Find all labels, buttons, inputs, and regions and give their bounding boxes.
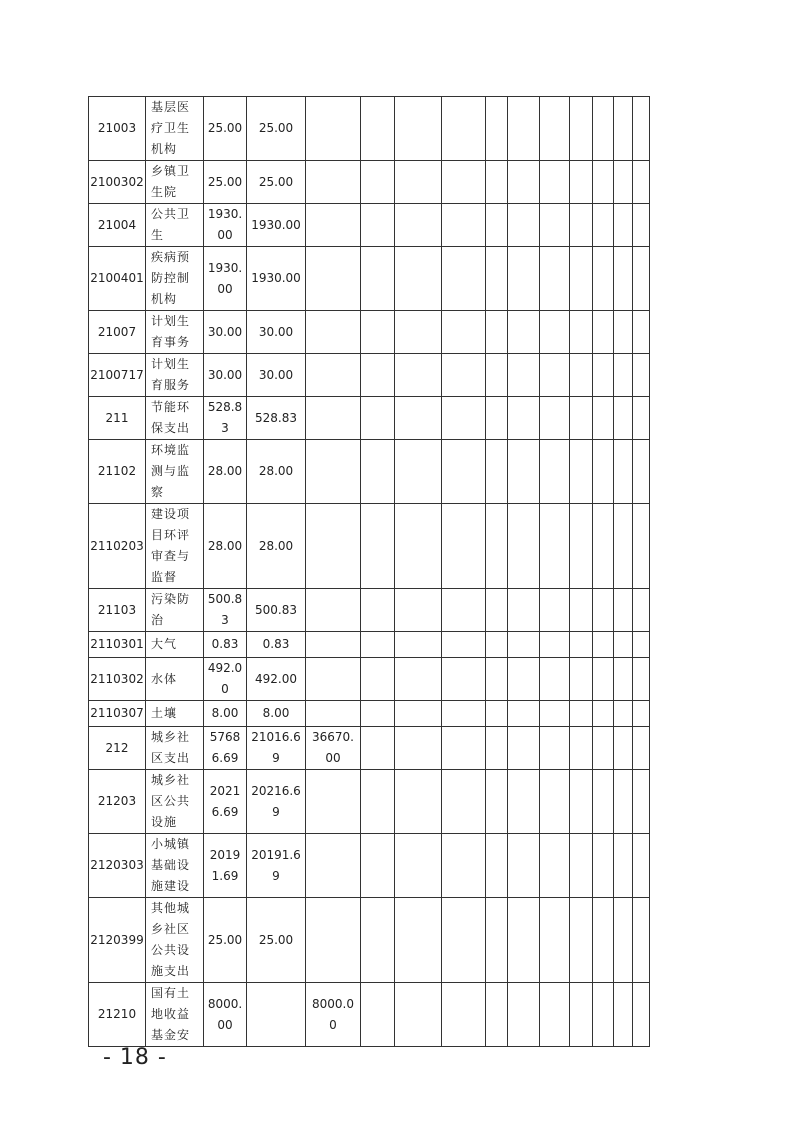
amount-cell — [306, 97, 361, 161]
empty-cell — [486, 632, 508, 658]
amount-cell — [306, 834, 361, 898]
empty-cell — [540, 311, 570, 354]
amount-cell: 492.00 — [247, 658, 306, 701]
empty-cell — [361, 658, 395, 701]
empty-cell — [508, 770, 540, 834]
empty-cell — [540, 727, 570, 770]
empty-cell — [486, 397, 508, 440]
empty-cell — [395, 632, 442, 658]
empty-cell — [570, 632, 593, 658]
empty-cell — [442, 898, 486, 983]
amount-cell: 1930.00 — [247, 247, 306, 311]
empty-cell — [442, 311, 486, 354]
name-cell: 基层医疗卫生机构 — [146, 97, 204, 161]
empty-cell — [442, 727, 486, 770]
table-row — [89, 701, 650, 727]
amount-cell: 8000.00 — [306, 983, 361, 1047]
empty-cell — [361, 204, 395, 247]
empty-cell — [508, 589, 540, 632]
amount-cell: 20216.69 — [247, 770, 306, 834]
empty-cell — [593, 834, 614, 898]
amount-cell: 36670.00 — [306, 727, 361, 770]
name-cell: 环境监测与监察 — [146, 440, 204, 504]
code-cell: 212 — [89, 727, 146, 770]
empty-cell — [508, 658, 540, 701]
empty-cell — [593, 727, 614, 770]
empty-cell — [633, 97, 650, 161]
empty-cell — [593, 504, 614, 589]
empty-cell — [395, 397, 442, 440]
empty-cell — [508, 983, 540, 1047]
empty-cell — [570, 204, 593, 247]
table-row — [89, 658, 650, 701]
empty-cell — [442, 247, 486, 311]
empty-cell — [361, 983, 395, 1047]
name-cell: 计划生育事务 — [146, 311, 204, 354]
amount-cell — [306, 161, 361, 204]
total-cell: 25.00 — [204, 898, 247, 983]
empty-cell — [570, 727, 593, 770]
total-cell: 528.83 — [204, 397, 247, 440]
empty-cell — [570, 589, 593, 632]
amount-cell — [306, 504, 361, 589]
empty-cell — [395, 898, 442, 983]
empty-cell — [442, 701, 486, 727]
empty-cell — [593, 311, 614, 354]
amount-cell: 25.00 — [247, 97, 306, 161]
empty-cell — [614, 440, 633, 504]
empty-cell — [442, 658, 486, 701]
empty-cell — [442, 983, 486, 1047]
empty-cell — [540, 589, 570, 632]
empty-cell — [395, 504, 442, 589]
table-row — [89, 161, 650, 204]
empty-cell — [570, 898, 593, 983]
code-cell: 2100717 — [89, 354, 146, 397]
empty-cell — [395, 311, 442, 354]
empty-cell — [486, 727, 508, 770]
table-row — [89, 632, 650, 658]
amount-cell — [306, 898, 361, 983]
amount-cell: 0.83 — [247, 632, 306, 658]
code-cell: 2110302 — [89, 658, 146, 701]
empty-cell — [570, 161, 593, 204]
code-cell: 2100401 — [89, 247, 146, 311]
empty-cell — [614, 311, 633, 354]
empty-cell — [570, 311, 593, 354]
empty-cell — [633, 727, 650, 770]
empty-cell — [508, 727, 540, 770]
total-cell: 30.00 — [204, 311, 247, 354]
amount-cell: 528.83 — [247, 397, 306, 440]
empty-cell — [508, 161, 540, 204]
empty-cell — [486, 440, 508, 504]
empty-cell — [614, 770, 633, 834]
total-cell: 1930.00 — [204, 204, 247, 247]
table-row — [89, 504, 650, 589]
name-cell: 大气 — [146, 632, 204, 658]
table-row — [89, 204, 650, 247]
empty-cell — [361, 504, 395, 589]
name-cell: 其他城乡社区公共设施支出 — [146, 898, 204, 983]
empty-cell — [486, 247, 508, 311]
empty-cell — [540, 701, 570, 727]
empty-cell — [540, 397, 570, 440]
empty-cell — [508, 97, 540, 161]
total-cell: 500.83 — [204, 589, 247, 632]
empty-cell — [395, 658, 442, 701]
empty-cell — [508, 354, 540, 397]
amount-cell: 20191.69 — [247, 834, 306, 898]
empty-cell — [570, 658, 593, 701]
empty-cell — [633, 504, 650, 589]
code-cell: 211 — [89, 397, 146, 440]
empty-cell — [508, 311, 540, 354]
empty-cell — [593, 770, 614, 834]
amount-cell — [306, 440, 361, 504]
empty-cell — [361, 311, 395, 354]
page-number: - 18 - — [103, 1045, 167, 1070]
empty-cell — [508, 247, 540, 311]
table-row — [89, 770, 650, 834]
empty-cell — [614, 204, 633, 247]
total-cell: 30.00 — [204, 354, 247, 397]
amount-cell: 25.00 — [247, 161, 306, 204]
empty-cell — [442, 504, 486, 589]
code-cell: 21004 — [89, 204, 146, 247]
empty-cell — [614, 834, 633, 898]
empty-cell — [593, 397, 614, 440]
name-cell: 水体 — [146, 658, 204, 701]
empty-cell — [395, 204, 442, 247]
empty-cell — [361, 727, 395, 770]
table-row — [89, 983, 650, 1047]
table-row — [89, 354, 650, 397]
empty-cell — [593, 354, 614, 397]
empty-cell — [486, 354, 508, 397]
empty-cell — [633, 247, 650, 311]
empty-cell — [395, 247, 442, 311]
code-cell: 2120303 — [89, 834, 146, 898]
empty-cell — [633, 701, 650, 727]
name-cell: 建设项目环评审查与监督 — [146, 504, 204, 589]
empty-cell — [633, 397, 650, 440]
amount-cell — [306, 204, 361, 247]
total-cell: 25.00 — [204, 161, 247, 204]
code-cell: 21103 — [89, 589, 146, 632]
empty-cell — [442, 354, 486, 397]
empty-cell — [361, 770, 395, 834]
empty-cell — [442, 97, 486, 161]
empty-cell — [486, 589, 508, 632]
empty-cell — [633, 983, 650, 1047]
empty-cell — [540, 632, 570, 658]
code-cell: 2100302 — [89, 161, 146, 204]
empty-cell — [633, 632, 650, 658]
empty-cell — [593, 632, 614, 658]
total-cell: 8000.00 — [204, 983, 247, 1047]
code-cell: 21003 — [89, 97, 146, 161]
amount-cell — [306, 311, 361, 354]
amount-cell — [306, 354, 361, 397]
empty-cell — [593, 247, 614, 311]
amount-cell: 21016.69 — [247, 727, 306, 770]
empty-cell — [570, 440, 593, 504]
empty-cell — [593, 97, 614, 161]
empty-cell — [593, 658, 614, 701]
empty-cell — [633, 354, 650, 397]
empty-cell — [633, 204, 650, 247]
empty-cell — [508, 504, 540, 589]
table-row — [89, 440, 650, 504]
amount-cell — [306, 701, 361, 727]
name-cell: 城乡社区支出 — [146, 727, 204, 770]
table-row — [89, 898, 650, 983]
amount-cell — [306, 247, 361, 311]
total-cell: 1930.00 — [204, 247, 247, 311]
empty-cell — [593, 589, 614, 632]
total-cell: 20216.69 — [204, 770, 247, 834]
empty-cell — [395, 440, 442, 504]
empty-cell — [361, 898, 395, 983]
code-cell: 21102 — [89, 440, 146, 504]
empty-cell — [540, 898, 570, 983]
amount-cell: 28.00 — [247, 440, 306, 504]
total-cell: 0.83 — [204, 632, 247, 658]
empty-cell — [614, 161, 633, 204]
amount-cell: 25.00 — [247, 898, 306, 983]
empty-cell — [395, 97, 442, 161]
empty-cell — [614, 701, 633, 727]
empty-cell — [633, 658, 650, 701]
empty-cell — [486, 658, 508, 701]
empty-cell — [570, 97, 593, 161]
total-cell: 492.00 — [204, 658, 247, 701]
name-cell: 土壤 — [146, 701, 204, 727]
empty-cell — [395, 701, 442, 727]
empty-cell — [540, 247, 570, 311]
table-row — [89, 311, 650, 354]
empty-cell — [361, 440, 395, 504]
empty-cell — [486, 204, 508, 247]
empty-cell — [486, 983, 508, 1047]
empty-cell — [633, 898, 650, 983]
code-cell: 2120399 — [89, 898, 146, 983]
empty-cell — [570, 701, 593, 727]
name-cell: 国有土地收益基金安 — [146, 983, 204, 1047]
empty-cell — [361, 97, 395, 161]
empty-cell — [614, 97, 633, 161]
empty-cell — [540, 770, 570, 834]
empty-cell — [395, 983, 442, 1047]
empty-cell — [540, 97, 570, 161]
total-cell: 20191.69 — [204, 834, 247, 898]
table-row — [89, 247, 650, 311]
empty-cell — [570, 770, 593, 834]
code-cell: 2110307 — [89, 701, 146, 727]
empty-cell — [540, 440, 570, 504]
empty-cell — [540, 504, 570, 589]
amount-cell — [306, 632, 361, 658]
empty-cell — [633, 440, 650, 504]
empty-cell — [486, 311, 508, 354]
empty-cell — [570, 834, 593, 898]
empty-cell — [540, 658, 570, 701]
empty-cell — [570, 397, 593, 440]
empty-cell — [508, 440, 540, 504]
total-cell: 25.00 — [204, 97, 247, 161]
empty-cell — [508, 898, 540, 983]
empty-cell — [486, 770, 508, 834]
empty-cell — [508, 632, 540, 658]
empty-cell — [614, 397, 633, 440]
empty-cell — [486, 834, 508, 898]
empty-cell — [540, 983, 570, 1047]
empty-cell — [614, 983, 633, 1047]
empty-cell — [395, 770, 442, 834]
empty-cell — [442, 589, 486, 632]
amount-cell: 28.00 — [247, 504, 306, 589]
name-cell: 乡镇卫生院 — [146, 161, 204, 204]
table-row — [89, 397, 650, 440]
total-cell: 57686.69 — [204, 727, 247, 770]
empty-cell — [540, 161, 570, 204]
name-cell: 公共卫生 — [146, 204, 204, 247]
empty-cell — [442, 440, 486, 504]
empty-cell — [361, 632, 395, 658]
empty-cell — [540, 834, 570, 898]
empty-cell — [540, 204, 570, 247]
empty-cell — [442, 161, 486, 204]
empty-cell — [508, 397, 540, 440]
empty-cell — [361, 834, 395, 898]
empty-cell — [614, 354, 633, 397]
empty-cell — [442, 204, 486, 247]
empty-cell — [508, 204, 540, 247]
empty-cell — [570, 354, 593, 397]
empty-cell — [633, 311, 650, 354]
empty-cell — [593, 983, 614, 1047]
table-row — [89, 589, 650, 632]
code-cell: 21210 — [89, 983, 146, 1047]
empty-cell — [614, 504, 633, 589]
amount-cell — [306, 770, 361, 834]
empty-cell — [361, 701, 395, 727]
empty-cell — [633, 770, 650, 834]
empty-cell — [361, 247, 395, 311]
empty-cell — [614, 632, 633, 658]
empty-cell — [442, 397, 486, 440]
name-cell: 小城镇基础设施建设 — [146, 834, 204, 898]
empty-cell — [633, 834, 650, 898]
empty-cell — [593, 701, 614, 727]
empty-cell — [361, 589, 395, 632]
amount-cell — [306, 658, 361, 701]
total-cell: 8.00 — [204, 701, 247, 727]
empty-cell — [361, 354, 395, 397]
empty-cell — [395, 161, 442, 204]
empty-cell — [633, 161, 650, 204]
empty-cell — [593, 161, 614, 204]
amount-cell: 1930.00 — [247, 204, 306, 247]
table-row — [89, 834, 650, 898]
empty-cell — [508, 834, 540, 898]
amount-cell: 8.00 — [247, 701, 306, 727]
empty-cell — [570, 983, 593, 1047]
name-cell: 节能环保支出 — [146, 397, 204, 440]
empty-cell — [614, 898, 633, 983]
empty-cell — [442, 632, 486, 658]
empty-cell — [442, 834, 486, 898]
empty-cell — [593, 204, 614, 247]
name-cell: 疾病预防控制机构 — [146, 247, 204, 311]
empty-cell — [486, 898, 508, 983]
empty-cell — [486, 504, 508, 589]
code-cell: 2110203 — [89, 504, 146, 589]
empty-cell — [442, 770, 486, 834]
amount-cell — [247, 983, 306, 1047]
code-cell: 21007 — [89, 311, 146, 354]
empty-cell — [614, 589, 633, 632]
name-cell: 计划生育服务 — [146, 354, 204, 397]
name-cell: 城乡社区公共设施 — [146, 770, 204, 834]
empty-cell — [395, 354, 442, 397]
amount-cell: 500.83 — [247, 589, 306, 632]
amount-cell: 30.00 — [247, 354, 306, 397]
empty-cell — [395, 727, 442, 770]
total-cell: 28.00 — [204, 504, 247, 589]
empty-cell — [570, 247, 593, 311]
empty-cell — [614, 247, 633, 311]
empty-cell — [540, 354, 570, 397]
empty-cell — [395, 834, 442, 898]
empty-cell — [614, 727, 633, 770]
empty-cell — [486, 97, 508, 161]
name-cell: 污染防治 — [146, 589, 204, 632]
amount-cell: 30.00 — [247, 311, 306, 354]
budget-table — [88, 96, 650, 1047]
empty-cell — [361, 397, 395, 440]
empty-cell — [395, 589, 442, 632]
code-cell: 2110301 — [89, 632, 146, 658]
amount-cell — [306, 397, 361, 440]
table-row — [89, 97, 650, 161]
empty-cell — [593, 440, 614, 504]
empty-cell — [593, 898, 614, 983]
empty-cell — [614, 658, 633, 701]
empty-cell — [633, 589, 650, 632]
empty-cell — [486, 701, 508, 727]
total-cell: 28.00 — [204, 440, 247, 504]
amount-cell — [306, 589, 361, 632]
empty-cell — [486, 161, 508, 204]
empty-cell — [508, 701, 540, 727]
empty-cell — [361, 161, 395, 204]
table-row — [89, 727, 650, 770]
code-cell: 21203 — [89, 770, 146, 834]
empty-cell — [570, 504, 593, 589]
